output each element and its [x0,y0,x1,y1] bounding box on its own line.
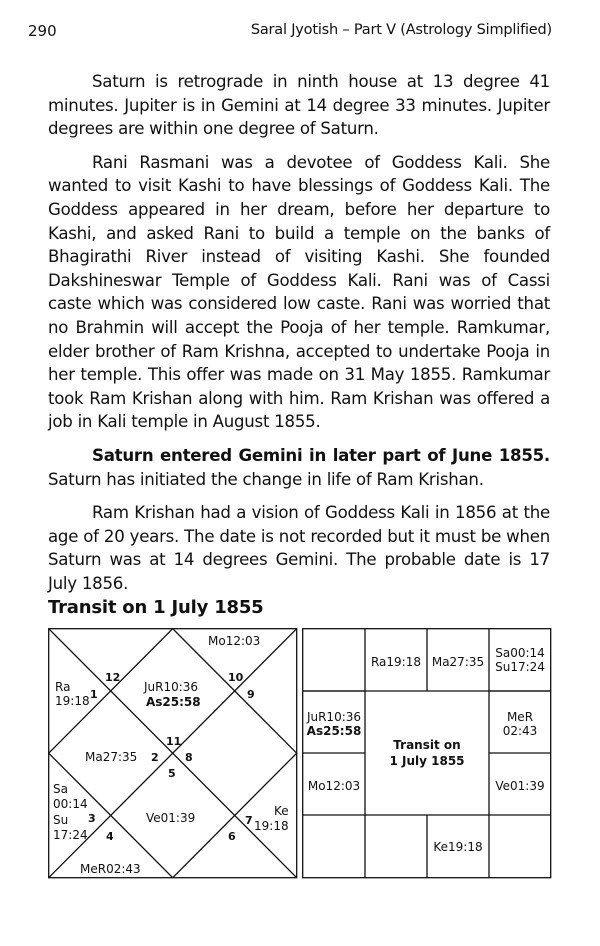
planet-label: Ke [274,804,289,818]
north-indian-chart [48,628,298,879]
planet-label: Mo12:03 [208,634,261,648]
paragraph [48,444,550,491]
house-number: 8 [185,751,193,764]
planet-label: JuR10:36 [306,710,362,724]
bold-statement: Saturn entered Gemini in later part of June 1855. [92,445,550,465]
house-number: 7 [245,814,253,827]
house-number: 1 [90,688,98,701]
chart-center-label: Transit on [393,738,461,752]
planet-label: Su17:24 [495,660,545,674]
paragraph-continuation: Saturn has initiated the change in life of Ram Krishan. [48,469,484,489]
house-number: 5 [168,767,176,780]
page-number: 290 [28,22,57,40]
planet-label: Ve01:39 [146,811,196,825]
chart-center-label: 1 July 1855 [389,754,465,768]
running-title: Saral Jyotish – Part V (Astrology Simplified) [250,22,552,38]
planet-label: MeR02:43 [80,862,141,876]
planet-label: JuR10:36 [144,680,199,694]
house-number: 2 [151,751,159,764]
body-text [48,70,550,605]
planet-label: Su [53,813,69,827]
house-number: 4 [106,830,114,843]
planet-label: Ra19:18 [370,655,422,669]
planet-label: As25:58 [306,724,362,738]
planet-label: Ra [55,680,71,694]
section-title: Transit on 1 July 1855 [48,597,264,618]
planet-label: MeR [506,710,534,724]
planet-label: 19:18 [55,694,90,708]
south-indian-chart [302,628,552,879]
house-number: 12 [105,671,121,684]
house-number: 6 [228,830,236,843]
planet-label: Ma27:35 [85,750,138,764]
planet-label: 19:18 [254,819,289,833]
paragraph: Ram Krishan had a vision of Goddess Kali in 1856 at the age of 20 years. The date is not recorded but it must be when Saturn was at 14 degrees Gemini. The probable date is 17 July 1856. [48,503,550,593]
planet-label: Ke19:18 [433,840,483,854]
house-number: 3 [88,812,96,825]
planet-label: 17:24 [53,828,88,842]
planet-label: 00:14 [53,797,88,811]
planet-label: As25:58 [146,695,201,709]
house-number: 10 [228,671,244,684]
planet-label: 02:43 [502,724,538,738]
planet-label: Ve01:39 [495,779,545,793]
paragraph: Saturn is retrograde in ninth house at 13 degree 41 minutes. Jupiter is in Gemini at 14 degree 33 minutes. Jupiter degrees are within one degree of Saturn. [48,72,550,139]
paragraph: Rani Rasmani was a devotee of Goddess Kali. She wanted to visit Kashi to have blessings of Goddess Kali. The Goddess appeared in her dream, before her departure to Kashi, and asked Rani to build a temple on the banks of Bhagirathi River instead of visiting Kashi. She founded Dakshineswar Temple of Goddess Kali. Rani was of Cassi caste which was considered low caste. Rani was worried that no Brahmin will accept the Pooja of her temple. Ramkumar, elder brother of Ram Krishna, accepted to undertake Pooja in her temple. This offer was made on 31 May 1855. Ramkumar took Ram Krishan along with him. Ram Krishan was offered a job in Kali temple in August 1855. [48,152,550,432]
planet-label: Ma27:35 [431,655,485,669]
house-number: 9 [247,688,255,701]
planet-label: Mo12:03 [307,779,361,793]
planet-label: Sa [53,782,68,796]
house-number: 11 [166,735,182,748]
planet-label: Sa00:14 [495,646,545,660]
